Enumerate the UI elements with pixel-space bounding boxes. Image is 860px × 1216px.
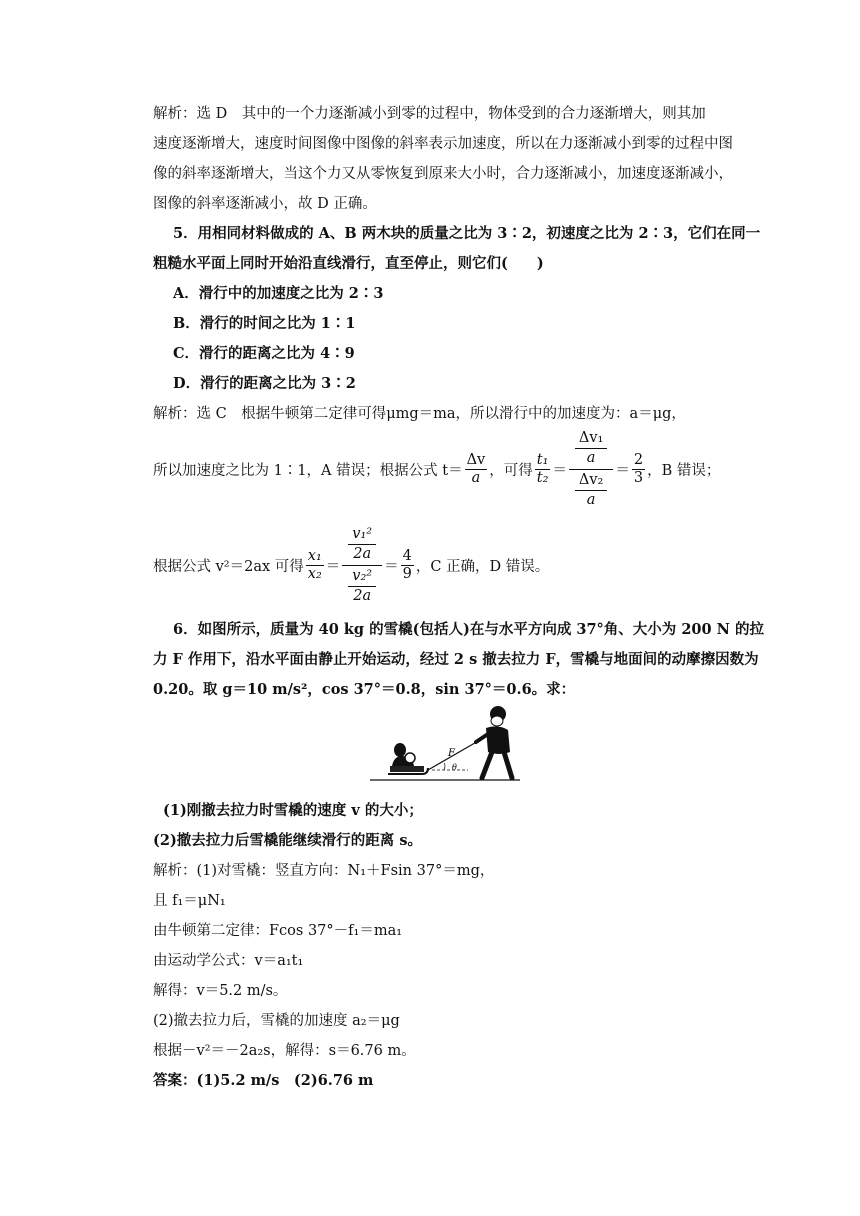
q6-stem-line-2: 力 F 作用下，沿水平面由静止开始运动，经过 2 s 撤去拉力 F，雪橇与地面间的动摩擦因数为 [153, 651, 759, 668]
equals-sign: ＝ [325, 559, 341, 575]
q5-analysis-line-2 [153, 428, 720, 511]
sled-figure [370, 704, 520, 784]
q4-analysis-line-3: 像的斜率逐渐增大，当这个力又从零恢复到原来大小时，合力逐渐减小，加速度逐渐减小， [153, 166, 733, 182]
frac-num: v₂² [348, 567, 376, 587]
fraction-v2sq-over-2a [348, 567, 376, 606]
q6-solution-line: 根据－v²＝－2a₂s，解得：s＝6.76 m。 [153, 1043, 416, 1059]
q5-option-c: C．滑行的距离之比为 4∶9 [173, 345, 355, 362]
frac-num: t₁ [536, 452, 549, 468]
frac-den [342, 566, 382, 607]
fraction-compound-v [342, 524, 382, 607]
frac-den: x₂ [307, 566, 322, 582]
q5-option-d: D．滑行的距离之比为 3∶2 [173, 375, 356, 392]
frac-num: Δv₁ [575, 429, 607, 449]
q5-stem-line-1: 5．用相同材料做成的 A、B 两木块的质量之比为 3∶2，初速度之比为 2∶3，它们在同一 [173, 225, 761, 242]
frac-den: t₂ [536, 470, 549, 486]
equals-sign: ＝ [552, 463, 567, 479]
fraction-dv-over-a [465, 452, 488, 487]
q5-analysis-3-post: ，C 正确，D 错误。 [415, 559, 550, 575]
q4-analysis-line-2: 速度逐渐增大，速度时间图像中图像的斜率表示加速度，所以在力逐渐减小到零的过程中图 [153, 136, 733, 152]
q5-option-b: B．滑行的时间之比为 1∶1 [173, 315, 356, 332]
q6-sub-question-2: (2)撤去拉力后雪橇能继续滑行的距离 s。 [153, 832, 423, 849]
frac-num [342, 524, 382, 566]
fraction-dv1-over-a [575, 429, 607, 468]
fraction-dv2-over-a [575, 471, 607, 510]
frac-den [569, 470, 613, 511]
q6-solution-line: (2)撤去拉力后，雪橇的加速度 a₂＝μg [153, 1013, 400, 1029]
q6-solution-line: 解析：(1)对雪橇：竖直方向：N₁＋Fsin 37°＝mg， [153, 863, 495, 879]
fraction-4-over-9 [401, 548, 414, 583]
q5-option-a: A．滑行中的加速度之比为 2∶3 [173, 285, 384, 302]
frac-den: a [586, 450, 596, 466]
fraction-2-over-3 [632, 452, 645, 487]
frac-num: v₁² [348, 525, 376, 545]
q6-solution-line: 由牛顿第二定律：Fcos 37°－f₁＝ma₁ [153, 923, 403, 939]
q6-sub-question-1: (1)刚撤去拉力时雪橇的速度 v 的大小； [163, 802, 423, 819]
q6-answer: 答案：(1)5.2 m/s (2)6.76 m [153, 1072, 374, 1089]
frac-num: 4 [402, 548, 412, 564]
q6-solution-line: 由运动学公式：v＝a₁t₁ [153, 953, 304, 969]
frac-num: x₁ [307, 548, 322, 564]
equals-sign: ＝ [615, 463, 630, 479]
frac-den: 2a [353, 546, 372, 562]
frac-den: a [471, 470, 481, 486]
equals-sign: ＝ [384, 559, 399, 575]
q5-analysis-2-pre: 所以加速度之比为 1∶1，A 错误；根据公式 t＝ [153, 463, 463, 479]
frac-den: 2a [353, 588, 372, 604]
frac-den: a [586, 492, 596, 508]
q4-analysis-line-1: 解析：选 D 其中的一个力逐渐减小到零的过程中，物体受到的合力逐渐增大，则其加 [153, 106, 706, 122]
q5-analysis-2-post: ，B 错误； [647, 463, 721, 479]
angle-label: θ [452, 763, 457, 772]
fraction-compound-dv [569, 428, 613, 511]
q6-stem-line-3: 0.20。取 g＝10 m/s²，cos 37°＝0.8，sin 37°＝0.6。求： [153, 681, 576, 698]
fraction-x1-over-x2 [306, 548, 324, 583]
q5-analysis-line-1: 解析：选 C 根据牛顿第二定律可得μmg＝ma，所以滑行中的加速度为：a＝μg， [153, 406, 686, 422]
q5-stem-line-2: 粗糙水平面上同时开始沿直线滑行，直至停止，则它们( ) [153, 255, 544, 272]
frac-num: Δv₂ [575, 471, 607, 491]
frac-den: 9 [402, 566, 412, 582]
q6-solution-line: 解得：v＝5.2 m/s。 [153, 983, 288, 999]
frac-num [569, 428, 613, 470]
q5-analysis-2-mid: ，可得 [489, 463, 533, 479]
q5-analysis-3-pre: 根据公式 v²＝2ax 可得 [153, 559, 304, 575]
q6-stem-line-1: 6．如图所示，质量为 40 kg 的雪橇(包括人)在与水平方向成 37°角、大小为 200 N 的拉 [173, 621, 764, 638]
q4-analysis-line-4: 图像的斜率逐渐减小，故 D 正确。 [153, 196, 377, 212]
frac-num: 2 [633, 452, 644, 468]
fraction-v1sq-over-2a [348, 525, 376, 564]
force-label: F [448, 748, 455, 759]
fraction-t1-over-t2 [535, 452, 551, 487]
q5-analysis-line-3 [153, 524, 549, 607]
frac-num: Δv [466, 452, 486, 468]
q6-solution-line: 且 f₁＝μN₁ [153, 893, 226, 909]
frac-den: 3 [633, 470, 644, 486]
